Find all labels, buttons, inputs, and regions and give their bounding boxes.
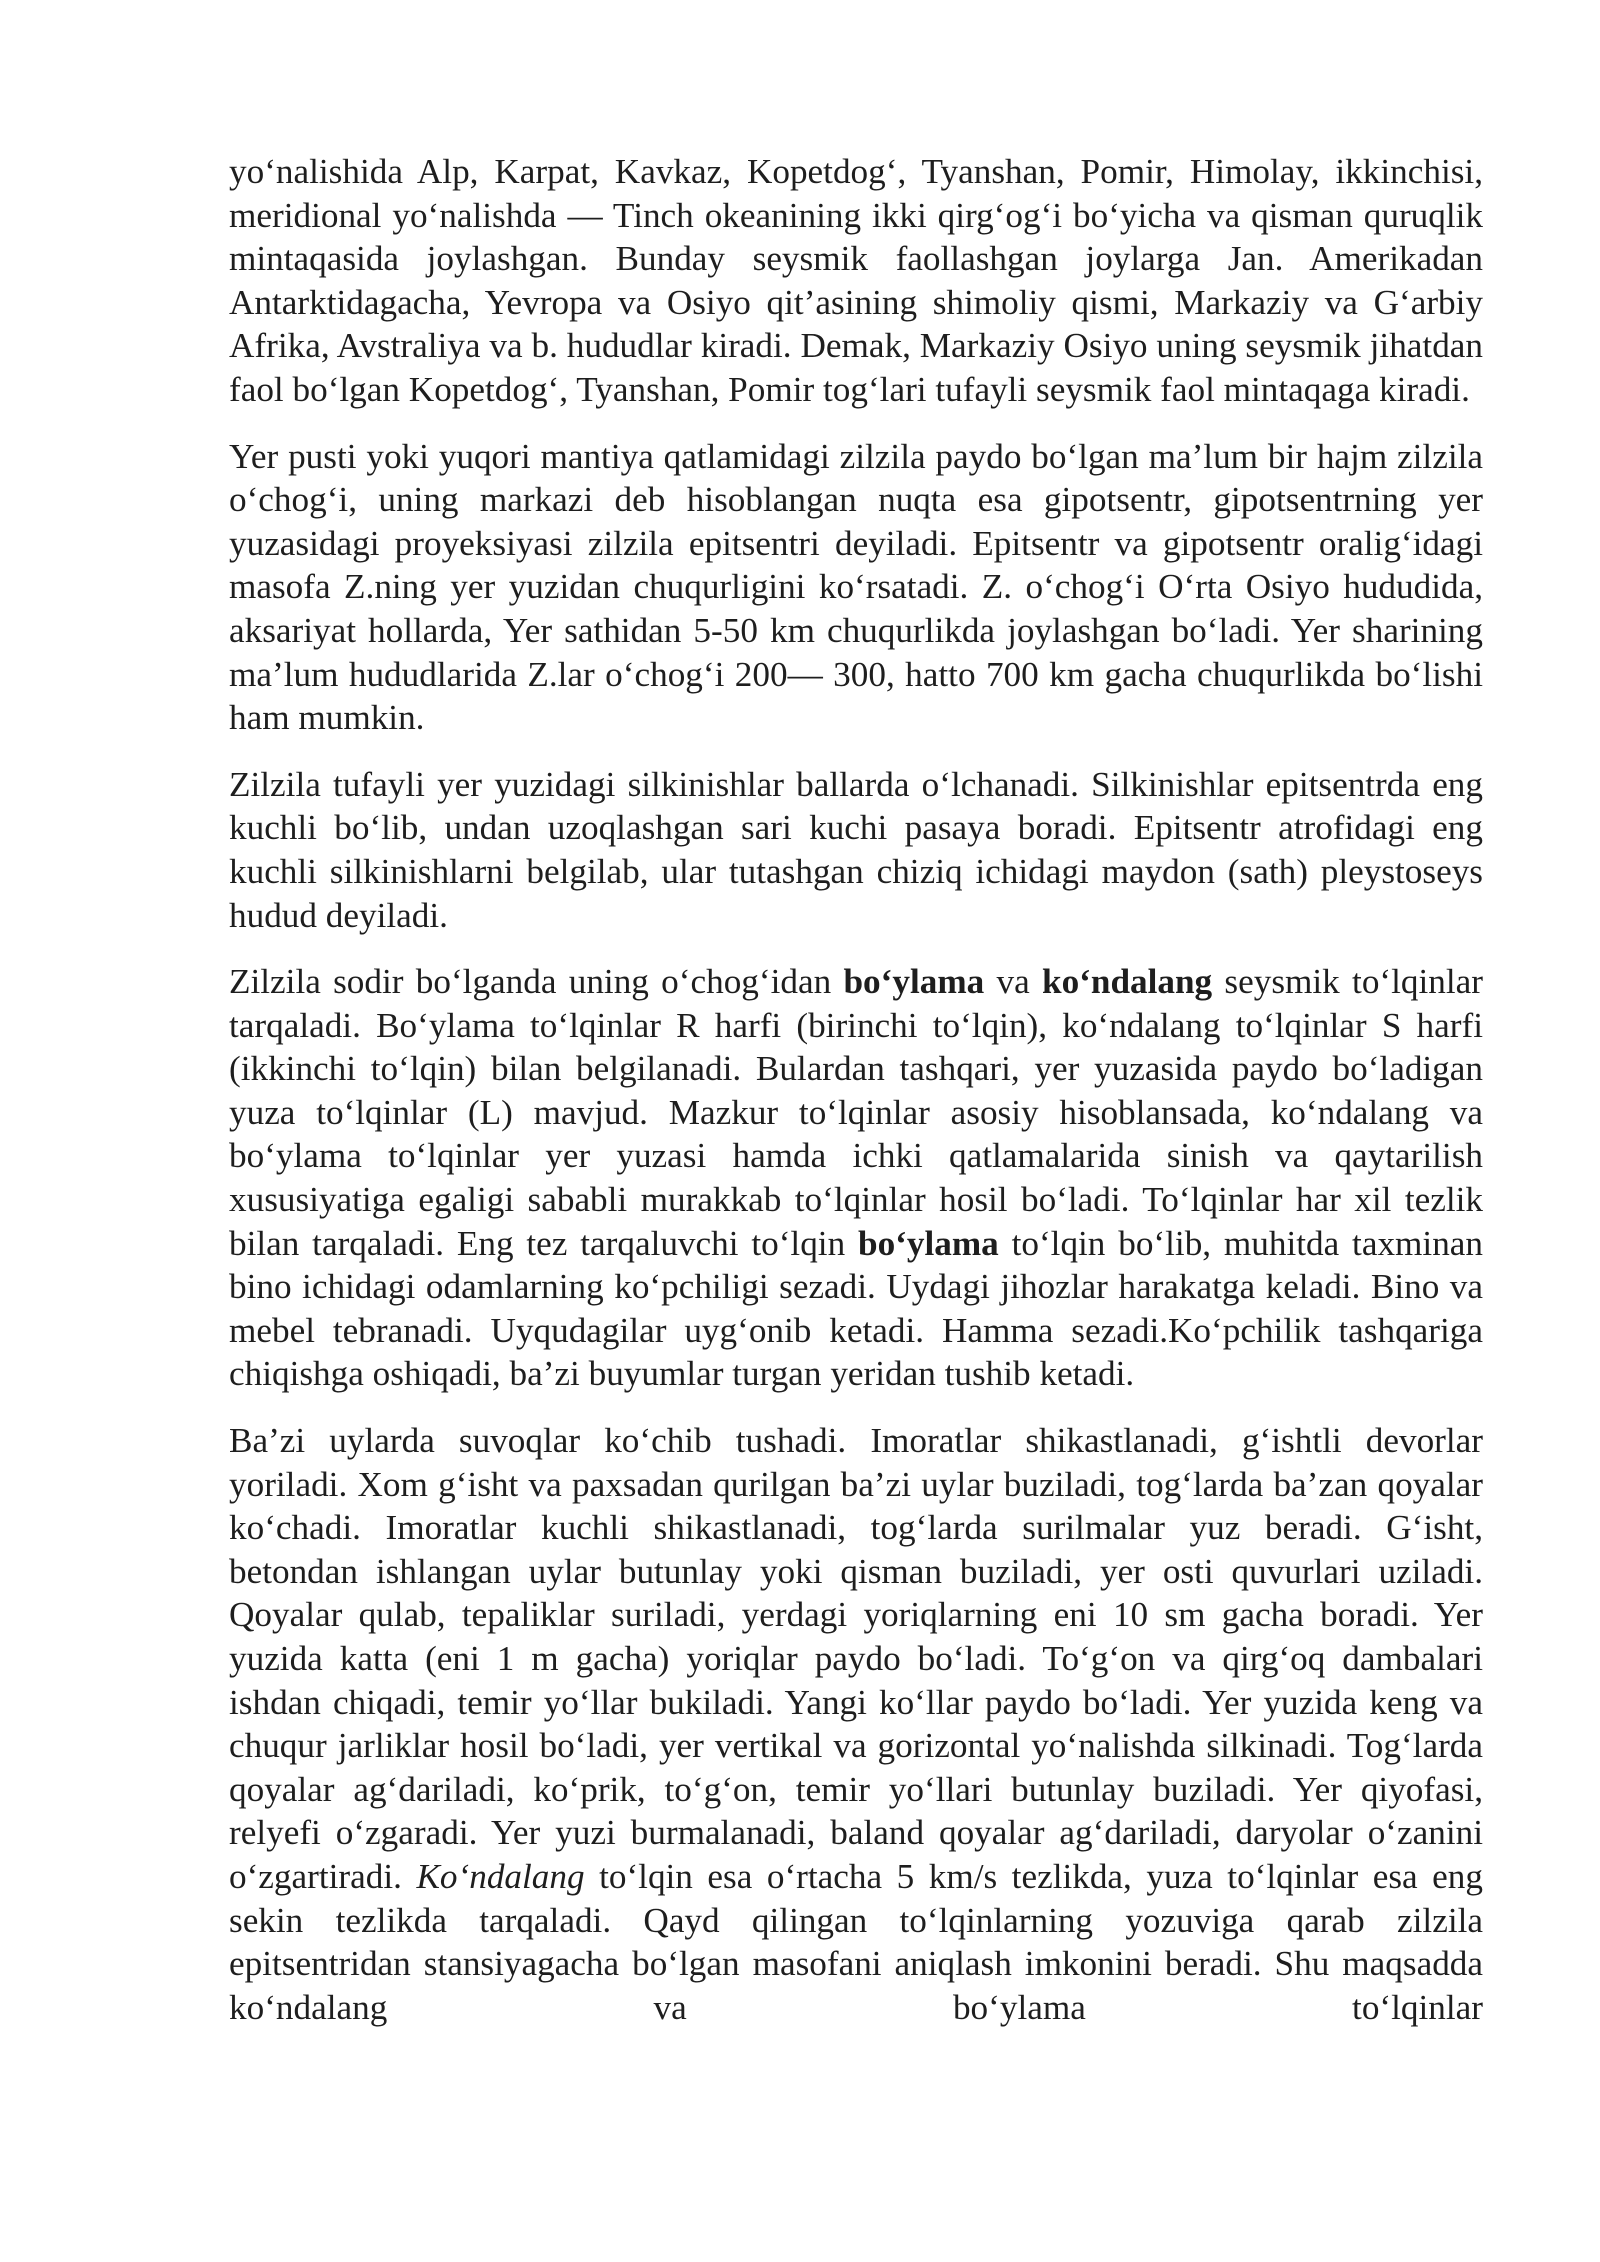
document-page [229,150,1483,2029]
paragraph-1-text: yo‘nalishida Alp, Karpat, Kavkaz, Kopetdog‘, Tyanshan, Pomir, Himolay, ikkinchisi, meridional yo‘nalishda — Tinch okeanining ikki qirg‘og‘i bo‘yicha va qisman quruqlik mintaqasida joylashgan. Bunday seysmik faollashgan joylarga Jan. Amerikadan Antarktidagacha, Yevropa va Osiyo qit’asining shimoliy qismi, Markaziy va G‘arbiy Afrika, Avstraliya va b. hududlar kiradi. Demak, Markaziy Osiyo uning seysmik jihatdan faol bo‘lgan Kopetdog‘, Tyanshan, Pomir tog‘lari tufayli seysmik faol mintaqaga kiradi. [229,152,1483,409]
paragraph-4-text-1: Zilzila sodir bo‘lganda uning o‘chog‘idan [229,962,844,1002]
paragraph-4 [229,960,1483,1396]
paragraph-5 [229,1419,1483,2029]
paragraph-3 [229,763,1483,937]
paragraph-1 [229,150,1483,412]
paragraph-2 [229,435,1483,740]
term-transverse-italic: Ko‘ndalang [416,1856,585,1896]
term-transverse: ko‘ndalang [1042,962,1213,1002]
paragraph-4-text-3: seysmik to‘lqinlar tarqaladi. Bo‘ylama to‘lqinlar R harfi (birinchi to‘lqin), ko‘ndalang to‘lqinlar S harfi (ikkinchi to‘lqin) bilan belgilanadi. Bulardan tashqari, yer yuzasida paydo bo‘ladigan yuza to‘lqinlar (L) mavjud. Mazkur to‘lqinlar asosiy hisoblansada, ko‘ndalang va bo‘ylama to‘lqinlar yer yuzasi hamda ichki qatlamalarida sinish va qaytarilish xususiyatiga egaligi sababli murakkab to‘lqinlar hosil bo‘ladi. To‘lqinlar har xil tezlik bilan tarqaladi. Eng tez tarqaluvchi to‘lqin [229,962,1483,1263]
paragraph-2-text: Yer pusti yoki yuqori mantiya qatlamidagi zilzila paydo bo‘lgan ma’lum bir hajm zilzila o‘chog‘i, uning markazi deb hisoblangan nuqta esa gipotsentr, gipotsentrning yer yuzasidagi proyeksiyasi zilzila epitsentri deyiladi. Epitsentr va gipotsentr oralig‘idagi masofa Z.ning yer yuzidan chuqurligini ko‘rsatadi. Z. o‘chog‘i O‘rta Osiyo hududida, aksariyat hollarda, Yer sathidan 5-50 km chuqurlikda joylashgan bo‘ladi. Yer sharining ma’lum hududlarida Z.lar o‘chog‘i 200— 300, hatto 700 km gacha chuqurlikda bo‘lishi ham mumkin. [229,436,1483,738]
paragraph-3-text: Zilzila tufayli yer yuzidagi silkinishlar ballarda o‘lchanadi. Silkinishlar epitsentrda eng kuchli bo‘lib, undan uzoqlashgan sari kuchi pasaya boradi. Epitsentr atrofidagi eng kuchli silkinishlarni belgilab, ular tutashgan chiziq ichidagi maydon (sath) pleystoseys hudud deyiladi. [229,764,1483,935]
term-longitudinal-2: bo‘ylama [858,1223,999,1263]
paragraph-5-text-2: to‘lqin esa o‘rtacha 5 km/s tezlikda, yuza to‘lqinlar esa eng sekin tezlikda tarqaladi. Qayd qilingan to‘lqinlarning yozuviga qarab zilzila epitsentridan stansiyagacha bo‘lgan masofani aniqlash imkonini beradi. Shu maqsadda ko‘ndalang va bo‘ylama to‘lqinlar [229,1856,1483,2027]
paragraph-4-text-2: va [984,962,1042,1002]
term-longitudinal: bo‘ylama [843,962,985,1002]
paragraph-4-text-4: to‘lqin bo‘lib, muhitda taxminan bino ichidagi odamlarning ko‘pchiligi sezadi. Uydagi jihozlar harakatga keladi. Bino va mebel tebranadi. Uyqudagilar uyg‘onib ketadi. Hamma sezadi.Ko‘pchilik tashqariga chiqishga oshiqadi, ba’zi buyumlar turgan yeridan tushib ketadi. [229,1223,1483,1394]
paragraph-5-text-1: Ba’zi uylarda suvoqlar ko‘chib tushadi. Imoratlar shikastlanadi, g‘ishtli devorlar yoriladi. Xom g‘isht va paxsadan qurilgan ba’zi uylar buziladi, tog‘larda ba’zan qoyalar ko‘chadi. Imoratlar kuchli shikastlanadi, tog‘larda surilmalar yuz beradi. G‘isht, betondan ishlangan uylar butunlay yoki qisman buziladi, yer osti quvurlari uziladi. Qoyalar qulab, tepaliklar suriladi, yerdagi yoriqlarning eni 10 sm gacha boradi. Yer yuzida katta (eni 1 m gacha) yoriqlar paydo bo‘ladi. To‘g‘on va qirg‘oq dambalari ishdan chiqadi, temir yo‘llar bukiladi. Yangi ko‘llar paydo bo‘ladi. Yer yuzida keng va chuqur jarliklar hosil bo‘ladi, yer vertikal va gorizontal yo‘nalishda silkinadi. Tog‘larda qoyalar ag‘dariladi, ko‘prik, to‘g‘on, temir yo‘llari butunlay buziladi. Yer qiyofasi, relyefi o‘zgaradi. Yer yuzi burmalanadi, baland qoyalar ag‘dariladi, daryolar o‘zanini o‘zgartiradi. [229,1421,1483,1896]
